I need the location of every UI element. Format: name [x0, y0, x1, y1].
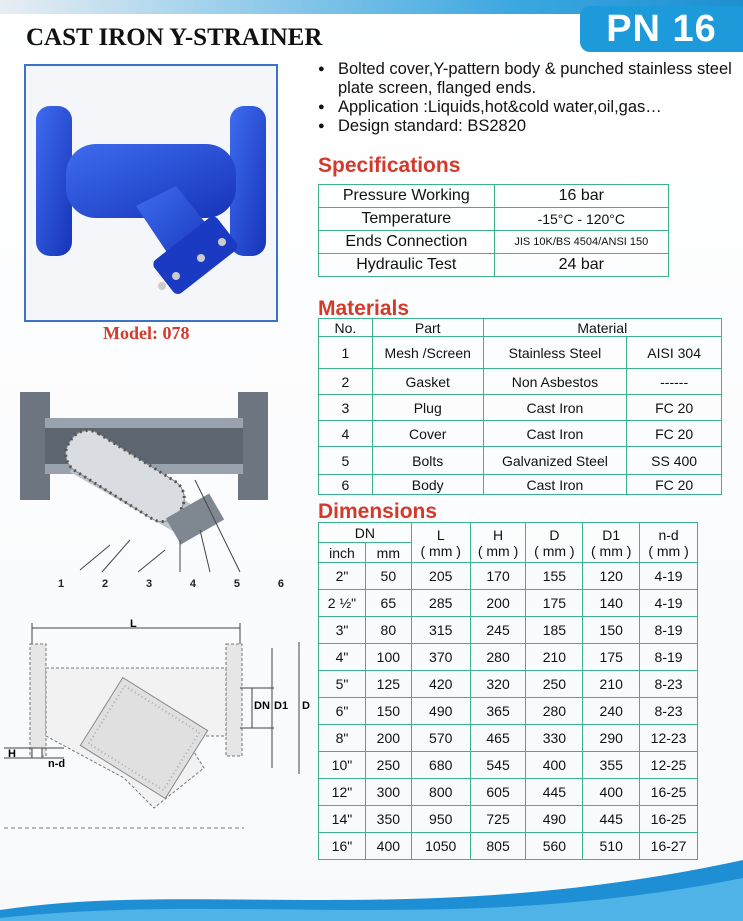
cell: 300: [365, 779, 411, 806]
cell: 240: [583, 698, 640, 725]
cell: 490: [526, 806, 583, 833]
cell: 285: [411, 590, 470, 617]
cell: 560: [526, 833, 583, 860]
cell: Plug: [372, 395, 483, 421]
header-h: [470, 523, 526, 563]
cell: 12": [319, 779, 366, 806]
cell: 16-25: [640, 806, 698, 833]
page-title: CAST IRON Y-STRAINER: [26, 24, 323, 51]
header-mm: mm: [365, 543, 411, 563]
header-h-label: H: [492, 526, 504, 543]
cell: Cast Iron: [483, 395, 627, 421]
part-number: 5: [233, 578, 240, 590]
header-dn: DN: [319, 523, 412, 543]
table-header-row: [319, 523, 698, 543]
cell: Stainless Steel: [483, 337, 627, 369]
specifications-table: [318, 184, 669, 277]
cell: 4-19: [640, 563, 698, 590]
part-number: 4: [189, 578, 197, 590]
feature-list: [316, 60, 736, 136]
unit: ( mm ): [420, 542, 461, 559]
cell: 250: [365, 752, 411, 779]
cell: 150: [365, 698, 411, 725]
cell: 16-27: [640, 833, 698, 860]
header-l: [411, 523, 470, 563]
table-row: [319, 208, 669, 231]
cell: 290: [583, 725, 640, 752]
cell: Body: [372, 475, 483, 495]
table-row: [319, 698, 698, 725]
header-nd: [640, 523, 698, 563]
table-row: [319, 254, 669, 277]
cell: 3": [319, 617, 366, 644]
drawing-label-nd: n-d: [48, 758, 66, 770]
spec-value: 24 bar: [494, 254, 668, 277]
spec-value: -15°C - 120°C: [494, 208, 668, 231]
cell: Cover: [372, 421, 483, 447]
cell: FC 20: [627, 475, 722, 495]
cell: 140: [583, 590, 640, 617]
cell: 1050: [411, 833, 470, 860]
pn-badge: PN 16: [580, 6, 743, 52]
cell: Bolts: [372, 447, 483, 475]
cell: 50: [365, 563, 411, 590]
header-d: [526, 523, 583, 563]
cell: Cast Iron: [483, 421, 627, 447]
cell: 200: [365, 725, 411, 752]
spec-label: Temperature: [319, 208, 495, 231]
cell: 16": [319, 833, 366, 860]
cell: Cast Iron: [483, 475, 627, 495]
cell: 200: [470, 590, 526, 617]
table-row: [319, 231, 669, 254]
cell: 680: [411, 752, 470, 779]
cell: 400: [583, 779, 640, 806]
cell: 370: [411, 644, 470, 671]
table-row: [319, 590, 698, 617]
header-l-label: L: [436, 526, 445, 543]
cell: 6": [319, 698, 366, 725]
materials-heading: Materials: [318, 297, 410, 320]
technical-drawing: [4, 618, 310, 836]
drawing-label-l: L: [130, 618, 137, 630]
cell: 800: [411, 779, 470, 806]
table-row: [319, 475, 722, 495]
cell: 510: [583, 833, 640, 860]
cell: 280: [470, 644, 526, 671]
unit: ( mm ): [534, 542, 575, 559]
drawing-label-h: H: [8, 748, 16, 760]
table-row: [319, 617, 698, 644]
cell: 350: [365, 806, 411, 833]
product-photo: [24, 64, 278, 322]
spec-value: 16 bar: [494, 185, 668, 208]
dimensions-table: [318, 522, 698, 860]
cell: 2: [319, 369, 373, 395]
spec-label: Hydraulic Test: [319, 254, 495, 277]
specifications-heading: Specifications: [318, 154, 461, 177]
cell: 400: [365, 833, 411, 860]
cell: 365: [470, 698, 526, 725]
cell: 245: [470, 617, 526, 644]
part-number: 2: [101, 578, 109, 590]
cell: 725: [470, 806, 526, 833]
cell: 805: [470, 833, 526, 860]
cell: 2": [319, 563, 366, 590]
cell: 950: [411, 806, 470, 833]
cutaway-illustration: [20, 380, 282, 600]
unit: ( mm ): [648, 542, 689, 559]
table-row: [319, 337, 722, 369]
cell: 420: [411, 671, 470, 698]
spec-label: Pressure Working: [319, 185, 495, 208]
part-number: 3: [145, 578, 153, 590]
cell: ------: [627, 369, 722, 395]
table-row: [319, 421, 722, 447]
table-row: [319, 185, 669, 208]
table-row: [319, 725, 698, 752]
table-row: [319, 671, 698, 698]
cell: 185: [526, 617, 583, 644]
cell: 120: [583, 563, 640, 590]
cell: 8": [319, 725, 366, 752]
cell: 330: [526, 725, 583, 752]
cell: 445: [583, 806, 640, 833]
cell: 16-25: [640, 779, 698, 806]
cell: 14": [319, 806, 366, 833]
cell: 205: [411, 563, 470, 590]
drawing-label-dn: DN: [254, 700, 270, 712]
cell: Gasket: [372, 369, 483, 395]
cell: 355: [583, 752, 640, 779]
header-nd-label: n-d: [658, 526, 679, 543]
cell: 605: [470, 779, 526, 806]
cell: 8-19: [640, 617, 698, 644]
cell: 8-23: [640, 671, 698, 698]
header-inch: inch: [319, 543, 366, 563]
feature-item: ● Bolted cover,Y-pattern body & punched stainless steel plate screen, flanged ends.: [316, 60, 736, 98]
cell: 65: [365, 590, 411, 617]
table-row: [319, 806, 698, 833]
cell: 210: [583, 671, 640, 698]
drawing-label-d1: D1: [274, 700, 289, 712]
cell: 10": [319, 752, 366, 779]
model-label: Model: 078: [103, 323, 190, 343]
cell: 8-19: [640, 644, 698, 671]
cell: 445: [526, 779, 583, 806]
cell: 4": [319, 644, 366, 671]
header-material: Material: [483, 319, 721, 337]
table-row: [319, 447, 722, 475]
cell: 175: [583, 644, 640, 671]
part-number: 6: [277, 578, 284, 590]
cell: 280: [526, 698, 583, 725]
cell: 4-19: [640, 590, 698, 617]
cell: Galvanized Steel: [483, 447, 627, 475]
header-part: Part: [372, 319, 483, 337]
table-row: [319, 395, 722, 421]
cell: SS 400: [627, 447, 722, 475]
unit: ( mm ): [590, 542, 632, 559]
spec-label: Ends Connection: [319, 231, 495, 254]
cutaway-image: [20, 380, 282, 600]
cell: 80: [365, 617, 411, 644]
cell: 125: [365, 671, 411, 698]
cell: 100: [365, 644, 411, 671]
cell: 150: [583, 617, 640, 644]
table-row: [319, 752, 698, 779]
cell: 400: [526, 752, 583, 779]
cell: FC 20: [627, 395, 722, 421]
drawing-lines: [4, 618, 304, 836]
cell: 320: [470, 671, 526, 698]
cell: 5": [319, 671, 366, 698]
cell: 6: [319, 475, 373, 495]
header-no: No.: [319, 319, 373, 337]
cell: 8-23: [640, 698, 698, 725]
unit: ( mm ): [477, 542, 519, 559]
cell: 3: [319, 395, 373, 421]
cell: 210: [526, 644, 583, 671]
table-row: [319, 644, 698, 671]
cell: 170: [470, 563, 526, 590]
bottom-wave: [0, 840, 743, 921]
y-strainer-image: [26, 66, 276, 320]
cell: Mesh /Screen: [372, 337, 483, 369]
cell: 490: [411, 698, 470, 725]
feature-item: ● Design standard: BS2820: [316, 117, 736, 136]
cutaway-part-numbers: [58, 578, 284, 590]
cell: 1: [319, 337, 373, 369]
header-d1-label: D1: [602, 526, 621, 543]
feature-item: ● Application :Liquids,hot&cold water,oil,gas…: [316, 98, 736, 117]
header-d1: [583, 523, 640, 563]
cell: Non Asbestos: [483, 369, 627, 395]
cell: 315: [411, 617, 470, 644]
cell: AISI 304: [627, 337, 722, 369]
dimensions-body: [319, 563, 698, 860]
part-number: 1: [58, 578, 65, 590]
table-row: [319, 563, 698, 590]
cell: 250: [526, 671, 583, 698]
table-row: [319, 369, 722, 395]
cell: 545: [470, 752, 526, 779]
cell: 155: [526, 563, 583, 590]
table-row: [319, 779, 698, 806]
header-d-label: D: [549, 526, 560, 543]
cell: FC 20: [627, 421, 722, 447]
cell: 570: [411, 725, 470, 752]
cell: 12-25: [640, 752, 698, 779]
drawing-label-d: D: [302, 700, 310, 712]
materials-table: [318, 318, 722, 495]
cell: 12-23: [640, 725, 698, 752]
table-header-row: [319, 319, 722, 337]
cell: 465: [470, 725, 526, 752]
cell: 175: [526, 590, 583, 617]
cell: 5: [319, 447, 373, 475]
cell: 4: [319, 421, 373, 447]
spec-value: JIS 10K/BS 4504/ANSI 150: [494, 231, 668, 254]
cell: 2 ½": [319, 590, 366, 617]
dimensions-heading: Dimensions: [318, 500, 438, 523]
